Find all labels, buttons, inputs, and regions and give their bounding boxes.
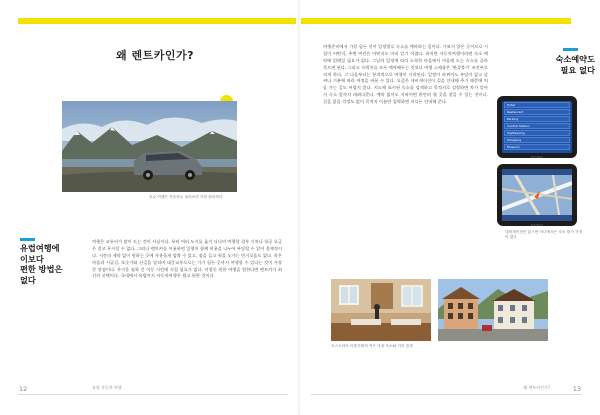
- car-lake-photo: [62, 101, 237, 192]
- side-heading-line: 숙소예약도: [555, 54, 595, 64]
- side-heading-line: 필요 없다: [560, 64, 595, 75]
- gps-brand: TomTom: [530, 223, 544, 227]
- gps-menu-item: Parking: [504, 116, 570, 122]
- footer-rule: [18, 394, 288, 395]
- body-text: 여행은 교통비가 많이 드는 것이 사실이다. 특히 여러 도시를 옮겨 다니며 여행할 경우 기차나 항공 요금은 결코 무시할 수 없다. 그러나 렌트카를 이용하면 일행이 함께 비용을 나누어 부담할 수 있어 경제적이다. 시간의 제약 없이 원하는 곳에 자유롭게 멈출 수 있고, 짐을 들고 역을 오가는 번거로움도 없다. 작은 마을과 시골길, 호숫가와 산길을 달리며 대중교통으로는 가기 힘든 곳까지 여행할 수 있다는 것이 가장 큰 장점이다. 무거운 짐과 긴 이동 시간에 지칠 필요가 없다. 이렇듯 편한 여행을 원한다면 렌트카가 최선의 선택이다. 국내에서 유럽까지 자동차여행은 쉽고 편한 것이다.: [92, 240, 282, 280]
- side-heading-line: 편한 방법은: [20, 264, 63, 275]
- hotel-room-image: [331, 279, 431, 341]
- right-page: [301, 0, 600, 415]
- body-text: 여행준비에서 가장 힘든 것이 일정별로 숙소를 예약하는 일이다. 가보지 않은 곳이므로 시설이 어떤지, 주변 여건은 어떤지도 미리 알기 어렵다. 하지만 자동차여행이라면 숙소 예약에 얽매일 필요가 없다. 그날의 일정에 따라 도착한 마을에서 마음에 드는 숙소를 골라 묵으면 된다. 그리고 숙박지를 모두 예약해두는 것보다 여행 스케줄은 '변경불가' 조건부로 적게 한다. 그 다음부터는 본격적으로 여행이 시작된다. 일정이 바뀌어도 부담이 없고 날씨나 기분에 따라 여정을 바꿀 수 있다. 요즘은 내비게이션이 길을 안내해 주기 때문에 처음 가는 길도 어렵지 않다. 지도에 표시된 숙소를 검색하고 목적지로 설정하면 차가 알아서 숙소 앞까지 데려다준다. 예약 없이도 저녁이면 편안히 쉴 곳을 찾을 수 있는 것이다. 길을 잃을 걱정도 없이 목적지 이름만 입력하면 어디든 안내해 준다.: [323, 45, 488, 105]
- side-heading-accent: [20, 238, 35, 241]
- bottom-photos-caption: 오스트리아 티롤지방의 작은 마을 숙소와 거리 풍경: [331, 344, 413, 348]
- gps-menu-item: Hotel: [504, 102, 570, 108]
- gps-menu-item: Museum: [504, 144, 570, 150]
- hotel-room-photo: [331, 279, 431, 341]
- village-street-image: [438, 279, 548, 341]
- chapter-title: 왜 렌트카인가?: [116, 49, 194, 62]
- gps-menu-item: Central Station: [504, 123, 570, 129]
- car-lake-image: [62, 101, 237, 192]
- gps-map-screen: [502, 169, 572, 221]
- page-number: 12: [19, 385, 28, 393]
- gps-device-map: [497, 164, 577, 226]
- running-footer: 유럽 자동차 여행: [92, 385, 122, 390]
- gps-photo-caption: 내비게이션만 있으면 어디에서든 숙소 찾기 걱정이 없다: [505, 230, 583, 239]
- gps-menu-item: Shopping: [504, 137, 570, 143]
- gps-device-menu: [497, 96, 577, 158]
- gps-menu-screen: [502, 101, 572, 153]
- left-page: [0, 0, 299, 415]
- top-accent-bar: [18, 18, 296, 24]
- gps-brand: TomTom: [530, 155, 544, 159]
- side-heading-line: 이보다: [20, 253, 44, 264]
- side-heading: [537, 54, 595, 75]
- footer-rule: [311, 394, 581, 395]
- running-footer: 왜 렌트카인가?: [523, 385, 550, 390]
- side-heading: [20, 243, 80, 286]
- village-street-photo: [438, 279, 548, 341]
- gps-menu-item: Restaurant: [504, 109, 570, 115]
- page-number: 13: [572, 385, 581, 393]
- side-heading-line: 없다: [20, 274, 36, 285]
- side-heading-line: 유럽여행에: [20, 243, 60, 253]
- top-accent-bar: [301, 18, 571, 24]
- car-photo-caption: 호수 여행은 자동차로 둘러보면 가장 편리하다: [149, 195, 223, 199]
- side-heading-accent: [563, 48, 578, 51]
- gps-map-icon: [502, 169, 572, 221]
- gps-menu-item: Sightseeing: [504, 130, 570, 136]
